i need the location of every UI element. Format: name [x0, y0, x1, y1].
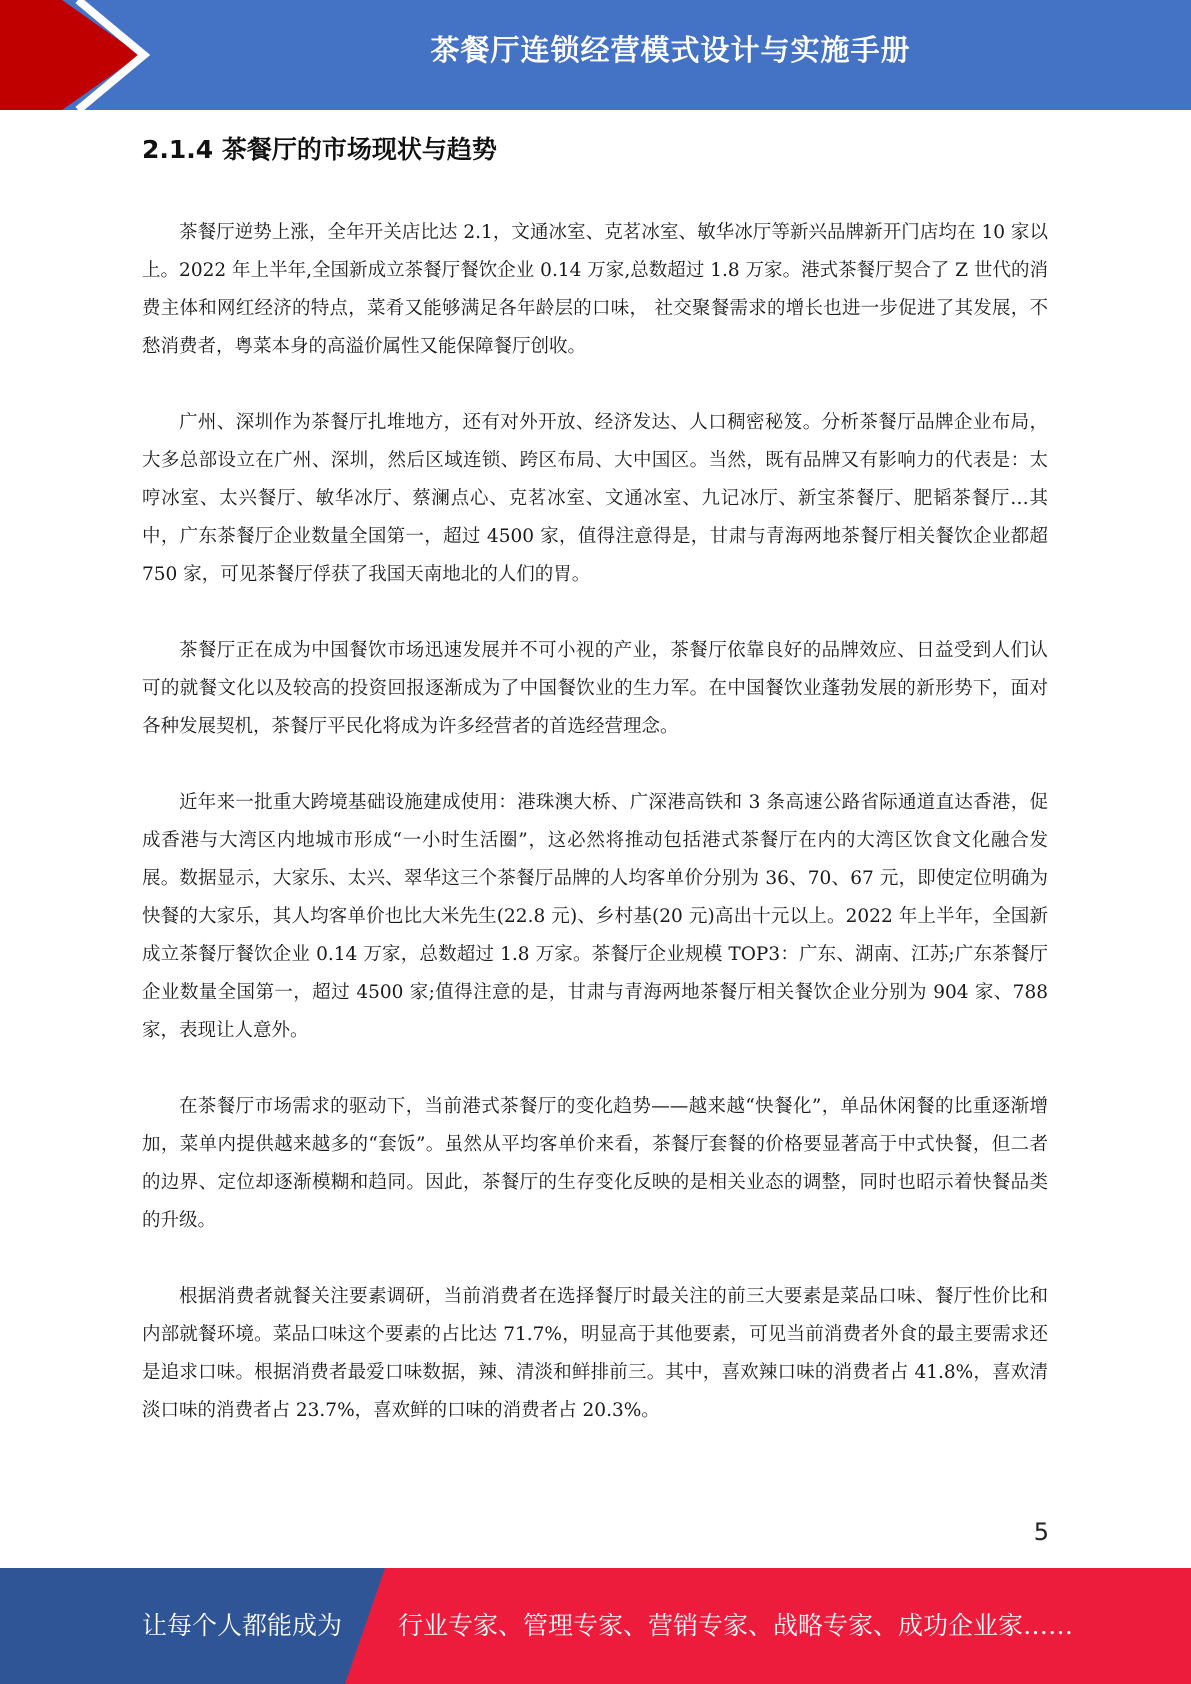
paragraph-5: 在茶餐厅市场需求的驱动下，当前港式茶餐厅的变化趋势——越来越“快餐化”，单品休闲餐的比重逐渐增加，菜单内提供越来越多的“套饭”。虽然从平均客单价来看，茶餐厅套餐的价格要显著高于中式快餐，但二者的边界、定位却逐渐模糊和趋同。因此，茶餐厅的生存变化反映的是相关业态的调整，同时也昭示着快餐品类的升级。 — [142, 1096, 1048, 1231]
paragraph-3: 茶餐厅正在成为中国餐饮市场迅速发展并不可小视的产业，茶餐厅依靠良好的品牌效应、日益受到人们认可的就餐文化以及较高的投资回报逐渐成为了中国餐饮业的生力军。在中国餐饮业蓬勃发展的新形势下，面对各种发展契机，茶餐厅平民化将成为许多经营者的首选经营理念。 — [142, 640, 1048, 737]
footer-slogan-right: 行业专家、管理专家、营销专家、战略专家、成功企业家…… — [398, 1611, 1074, 1640]
header-chevron-decoration — [0, 0, 160, 110]
paragraph-4: 近年来一批重大跨境基础设施建成使用：港珠澳大桥、广深港高铁和 3 条高速公路省际通道直达香港，促成香港与大湾区内地城市形成“一小时生活圈”，这必然将推动包括港式茶餐厅在内的大湾区饮食文化融合发展。数据显示，大家乐、太兴、翠华这三个茶餐厅品牌的人均客单价分别为 36、70、67 元，即使定位明确为快餐的大家乐，其人均客单价也比大米先生(22.8 元)、乡村基(20 元)高出十元以上。2022 年上半年，全国新成立茶餐厅餐饮企业 0.14 万家，总数超过 1.8 万家。茶餐厅企业规模 TOP3：广东、湖南、江苏;广东茶餐厅企业数量全国第一，超过 4500 家;值得注意的是，甘肃与青海两地茶餐厅相关餐饮企业分别为 904 家、788 家，表现让人意外。 — [142, 792, 1048, 1041]
paragraph-2: 广州、深圳作为茶餐厅扎堆地方，还有对外开放、经济发达、人口稠密秘笈。分析茶餐厅品牌企业布局，大多总部设立在广州、深圳，然后区域连锁、跨区布局、大中国区。当然，既有品牌又有影响力的代表是：太哼冰室、太兴餐厅、敏华冰厅、蔡澜点心、克茗冰室、文通冰室、九记冰厅、新宝茶餐厅、肥韬茶餐厅…其中，广东茶餐厅企业数量全国第一，超过 4500 家，值得注意得是，甘肃与青海两地茶餐厅相关餐饮企业都超 750 家，可见茶餐厅俘获了我国天南地北的人们的胃。 — [142, 412, 1048, 585]
main-content — [142, 128, 1048, 1468]
header-title: 茶餐厅连锁经营模式设计与实施手册 — [430, 33, 911, 67]
section-heading: 2.1.4 茶餐厅的市场现状与趋势 — [142, 135, 497, 164]
page-footer — [0, 1568, 1191, 1684]
page-number: 5 — [1033, 1518, 1049, 1546]
paragraph-1: 茶餐厅逆势上涨，全年开关店比达 2.1，文通冰室、克茗冰室、敏华冰厅等新兴品牌新开门店均在 10 家以上。2022 年上半年,全国新成立茶餐厅餐饮企业 0.14 万家,总数超过 1.8 万家。港式茶餐厅契合了 Z 世代的消费主体和网红经济的特点，菜肴又能够满足各年龄层的口味， 社交聚餐需求的增长也进一步促进了其发展，不愁消费者，粤菜本身的高溢价属性又能保障餐厅创收。 — [142, 222, 1048, 357]
page-header — [0, 0, 1191, 110]
footer-slogan-left: 让每个人都能成为 — [142, 1611, 343, 1640]
paragraph-6: 根据消费者就餐关注要素调研，当前消费者在选择餐厅时最关注的前三大要素是菜品口味、餐厅性价比和内部就餐环境。菜品口味这个要素的占比达 71.7%，明显高于其他要素，可见当前消费者外食的最主要需求还是追求口味。根据消费者最爱口味数据，辣、清淡和鲜排前三。其中，喜欢辣口味的消费者占 41.8%，喜欢清淡口味的消费者占 23.7%，喜欢鲜的口味的消费者占 20.3%。 — [142, 1286, 1048, 1421]
